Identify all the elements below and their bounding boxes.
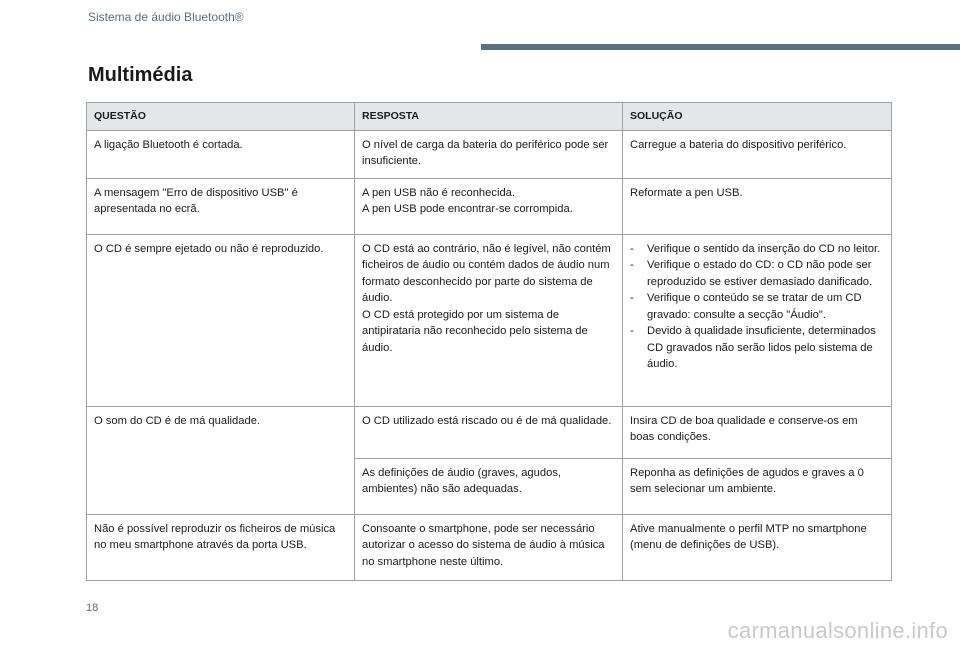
solution-text: Carregue a bateria do dispositivo periférico. (630, 138, 847, 151)
question-cell: Não é possível reproduzir os ficheiros de música no meu smartphone através da porta USB. (87, 514, 355, 580)
answer-cell (355, 458, 623, 514)
solution-bullet-list (630, 241, 884, 373)
solution-cell (623, 130, 892, 178)
solution-bullet: - Verifique o sentido da inserção do CD no leitor. (630, 241, 884, 258)
answer-text: O nível de carga da bateria do periférico pode ser insuficiente. (362, 138, 609, 167)
header-solution: SOLUÇÃO (623, 103, 892, 131)
answer-cell (355, 130, 623, 178)
solution-cell (623, 406, 892, 458)
solution-cell (623, 178, 892, 234)
page-number: 18 (86, 602, 99, 614)
solution-cell (623, 234, 892, 406)
answer-text: A pen USB pode encontrar-se corrompida. (362, 203, 573, 215)
answer-cell (355, 178, 623, 234)
table-row (87, 406, 892, 458)
header-answer: RESPOSTA (355, 103, 623, 131)
solution-bullet: - Verifique o estado do CD: o CD não pode ser reproduzido se estiver demasiado danificado. (630, 257, 884, 290)
table-row (87, 178, 892, 234)
solution-bullet: - Devido à qualidade insuficiente, determinados CD gravados não serão lidos pelo sistema de áudio. (630, 323, 884, 373)
page-title: Multimédia (88, 64, 193, 86)
answer-cell (355, 514, 623, 580)
solution-text: Insira CD de boa qualidade e conserve-os em boas condições. (630, 414, 858, 443)
answer-text: O CD utilizado está riscado ou é de má qualidade. (362, 414, 612, 427)
answer-text: O CD está ao contrário, não é legível, não contém ficheiros de áudio ou contém dados de áudio num formato desconhecido por parte do sistema de áudio. (362, 242, 611, 304)
answer-text: Consoante o smartphone, pode ser necessário autorizar o acesso do sistema de áudio à música no smartphone neste último. (362, 522, 605, 568)
question-cell: A mensagem "Erro de dispositivo USB" é apresentada no ecrã. (87, 178, 355, 234)
answer-text: O CD está protegido por um sistema de antipirataria não reconhecido pelo sistema de áudio. (362, 308, 588, 354)
answer-cell (355, 406, 623, 458)
question-cell: O CD é sempre ejetado ou não é reproduzido. (87, 234, 355, 406)
section-title: Sistema de áudio Bluetooth® (88, 10, 244, 24)
header-question: QUESTÃO (87, 103, 355, 131)
solution-cell (623, 514, 892, 580)
table-row (87, 514, 892, 580)
answer-cell (355, 234, 623, 406)
table-row (87, 234, 892, 406)
table-header-row (87, 103, 892, 131)
solution-bullet: - Verifique o conteúdo se se tratar de um CD gravado: consulte a secção "Áudio". (630, 290, 884, 323)
question-cell: O som do CD é de má qualidade. (87, 406, 355, 514)
solution-text: Reformate a pen USB. (630, 186, 743, 199)
question-cell: A ligação Bluetooth é cortada. (87, 130, 355, 178)
answer-text: As definições de áudio (graves, agudos, ambientes) não são adequadas. (362, 466, 562, 495)
solution-text: Reponha as definições de agudos e graves a 0 sem selecionar um ambiente. (630, 466, 864, 495)
solution-cell (623, 458, 892, 514)
table-row (87, 130, 892, 178)
answer-text: A pen USB não é reconhecida. (362, 186, 516, 199)
troubleshooting-table (86, 102, 892, 581)
watermark: carmanualsonline.info (727, 618, 948, 643)
header-bar (481, 44, 960, 50)
solution-text: Ative manualmente o perfil MTP no smartphone (menu de definições de USB). (630, 522, 867, 551)
